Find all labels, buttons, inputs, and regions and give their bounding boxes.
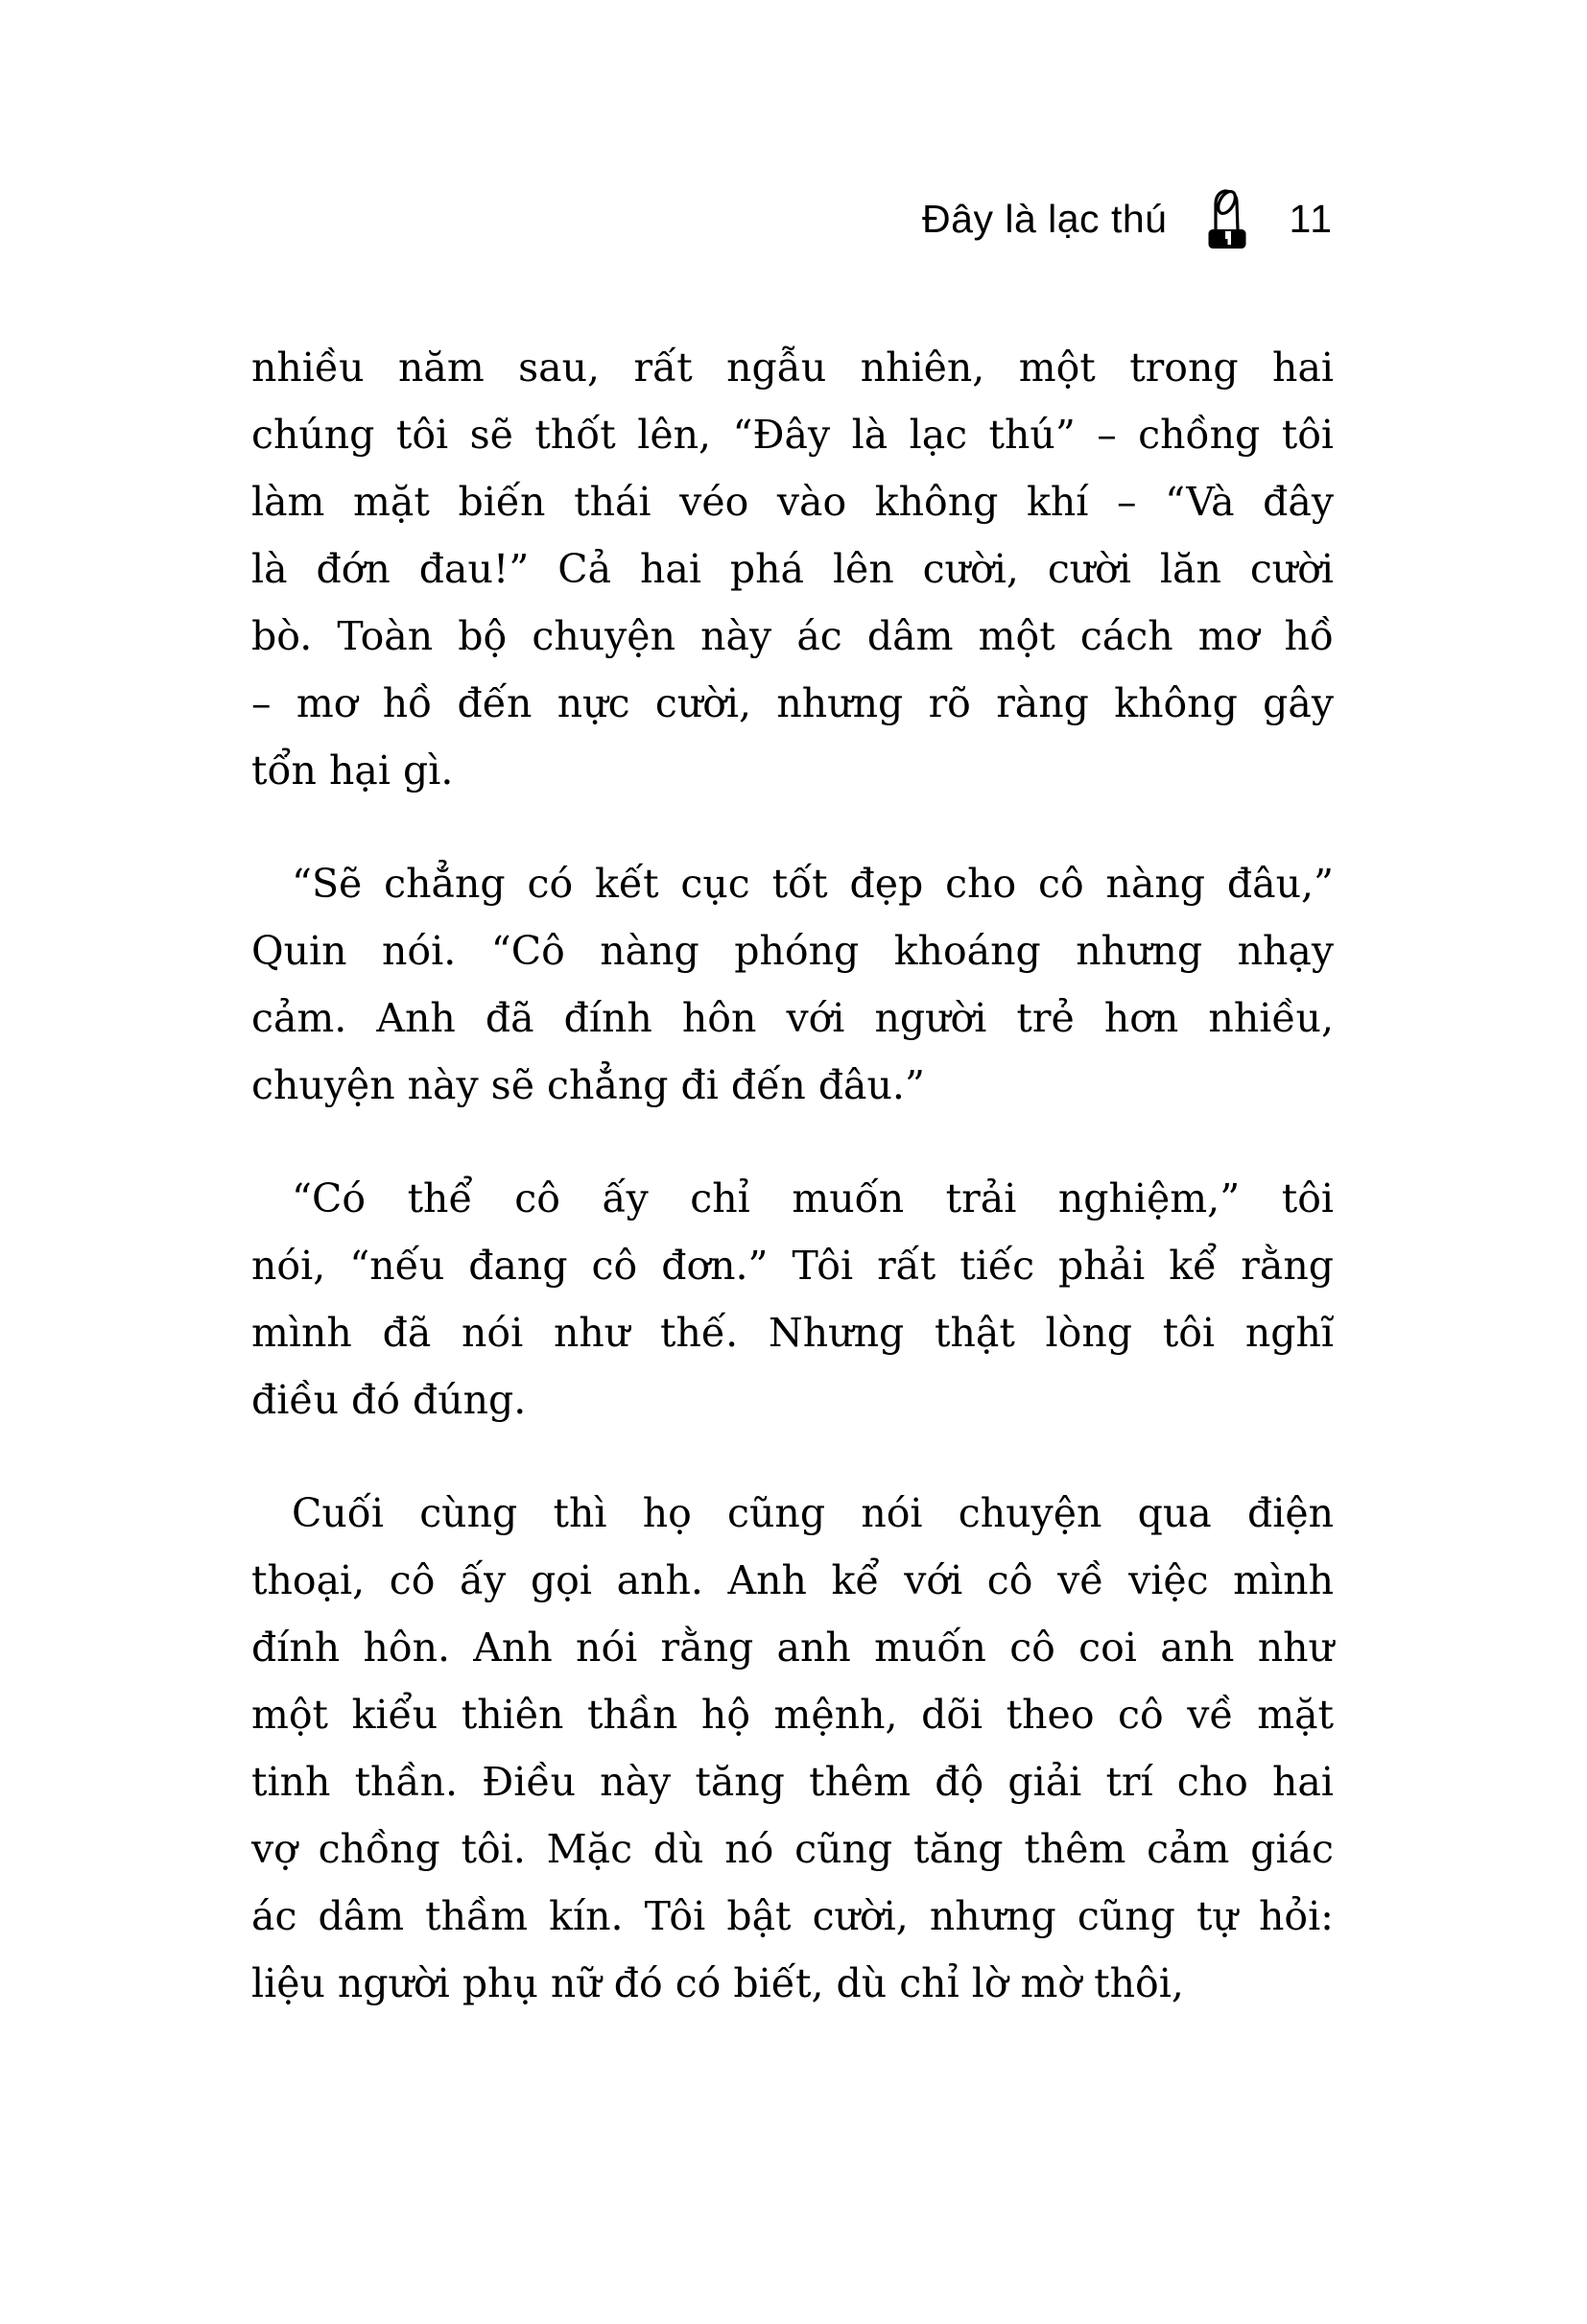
text-line: cảm. Anh đã đính hôn với người trẻ hơn nhiều, [251, 995, 1334, 1041]
text-line: “Có thể cô ấy chỉ muốn trải nghiệm,” tôi [292, 1175, 1334, 1221]
text-line: mình đã nói như thế. Nhưng thật lòng tôi nghĩ [251, 1310, 1334, 1356]
text-line: nhiều năm sau, rất ngẫu nhiên, một trong hai [251, 344, 1334, 391]
text-line: tổn hại gì. [251, 747, 454, 794]
text-line: một kiểu thiên thần hộ mệnh, dõi theo cô về mặt [251, 1692, 1334, 1738]
paragraph [251, 1480, 1334, 2017]
paragraph [251, 850, 1334, 1119]
text-line: làm mặt biến thái véo vào không khí – “Và đây [251, 479, 1334, 525]
paragraph [251, 1165, 1334, 1434]
text-line: liệu người phụ nữ đó có biết, dù chỉ lờ mờ thôi, [251, 1960, 1184, 2006]
text-line: bò. Toàn bộ chuyện này ác dâm một cách mơ hồ [251, 613, 1334, 659]
text-line: thoại, cô ấy gọi anh. Anh kể với cô về việc mình [251, 1557, 1334, 1603]
lipstick-icon [1207, 187, 1248, 250]
text-line: điều đó đúng. [251, 1377, 527, 1423]
paragraph [251, 334, 1334, 804]
body-text [251, 334, 1334, 2063]
text-line: là đớn đau!” Cả hai phá lên cười, cười lăn cười [251, 546, 1334, 592]
text-line: Cuối cùng thì họ cũng nói chuyện qua điện [292, 1490, 1334, 1536]
running-header [922, 184, 1334, 253]
text-line: ác dâm thầm kín. Tôi bật cười, nhưng cũng tự hỏi: [251, 1893, 1334, 1939]
text-line: chuyện này sẽ chẳng đi đến đâu.” [251, 1062, 925, 1108]
text-line: vợ chồng tôi. Mặc dù nó cũng tăng thêm cảm giác [251, 1826, 1334, 1872]
text-line: chúng tôi sẽ thốt lên, “Đây là lạc thú” – chồng tôi [251, 412, 1334, 458]
running-title: Đây là lạc thú [922, 196, 1168, 241]
text-line: tinh thần. Điều này tăng thêm độ giải trí cho hai [251, 1759, 1334, 1805]
text-line: “Sẽ chẳng có kết cục tốt đẹp cho cô nàng đâu,” [292, 861, 1334, 907]
text-line: Quin nói. “Cô nàng phóng khoáng nhưng nhạy [251, 928, 1334, 974]
text-line: nói, “nếu đang cô đơn.” Tôi rất tiếc phải kể rằng [251, 1243, 1334, 1289]
page-number: 11 [1289, 196, 1334, 241]
text-line: đính hôn. Anh nói rằng anh muốn cô coi anh như [251, 1624, 1334, 1671]
text-line: – mơ hồ đến nực cười, nhưng rõ ràng không gây [251, 680, 1334, 726]
